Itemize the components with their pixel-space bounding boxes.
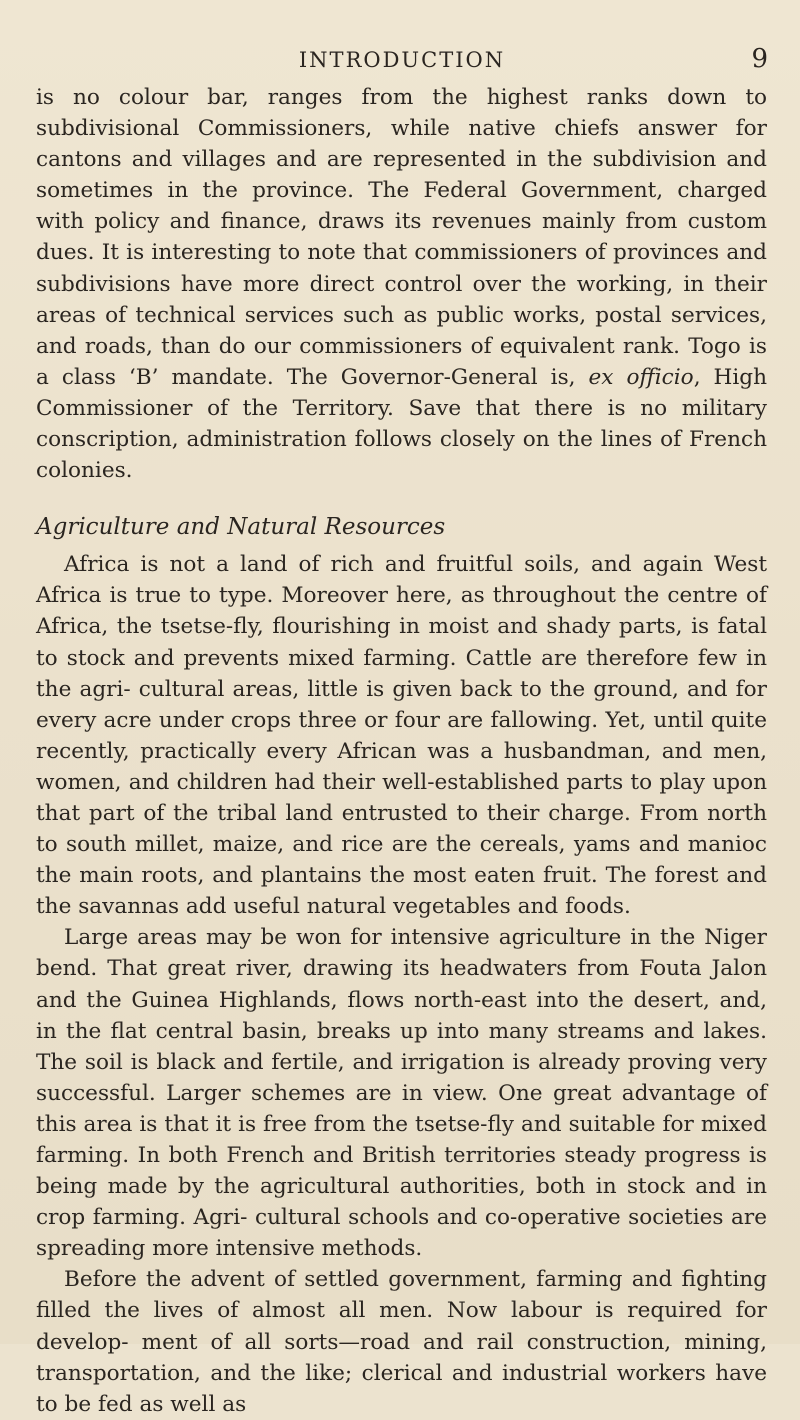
section-heading: Agriculture and Natural Resources — [36, 514, 446, 541]
page-number: 9 — [751, 44, 768, 74]
body-text — [36, 82, 767, 1420]
paragraph-continuation — [36, 82, 767, 486]
running-title: INTRODUCTION — [298, 48, 506, 72]
paragraph: Africa is not a land of rich and fruitful soils, and again West Africa is true to type. Moreover here, as throughout the centre of Africa, the tsetse-fly, flourishing in moist and shady parts, is fatal to stock and prevents mixed farming. Cattle are therefore few in the agri- cultural areas, little is given back to the ground, and for every acre under crops three or four are fallowing. Yet, until quite recently, practically every African was a husbandman, and men, women, and children had their well-established parts to play upon that part of the tribal land entrusted to their charge. From north to south millet, maize, and rice are the cereals, yams and manioc the main roots, and plantains the most eaten fruit. The forest and the savannas add useful natural vegetables and foods. — [36, 552, 767, 920]
paragraph: Before the advent of settled government, farming and fighting filled the lives of almost all men. Now labour is required for develop- ment of all sorts—road and rail construction, mining, transportation, and the like; clerical and industrial workers have to be fed as well as — [36, 1267, 767, 1417]
italic-phrase: ex officio — [588, 364, 694, 390]
paragraph-text: , High Commissioner of the Territory. Save that there is no military conscription, administration follows closely on the lines of French colonies. — [36, 364, 768, 484]
paragraph-text: is no colour bar, ranges from the highest ranks down to subdivisional Commissioners, while native chiefs answer for cantons and villages and are represented in the subdivision and sometimes in the province. The Federal Government, charged with policy and finance, draws its revenues mainly from custom dues. It is interesting to note that commissioners of provinces and subdivisions have more direct control over the working, in their areas of technical services such as public works, postal services, and roads, than do our commissioners of equivalent rank. Togo is a class ‘B’ mandate. The Governor-General is, — [36, 85, 767, 390]
running-header — [36, 42, 768, 82]
paragraph: Large areas may be won for intensive agriculture in the Niger bend. That great river, drawing its headwaters from Fouta Jalon and the Guinea Highlands, flows north-east into the desert, and, in the flat central basin, breaks up into many streams and lakes. The soil is black and fertile, and irrigation is already proving very successful. Larger schemes are in view. One great advantage of this area is that it is free from the tsetse-fly and suitable for mixed farming. In both French and British territories steady progress is being made by the agricultural authorities, both in stock and in crop farming. Agri- cultural schools and co-operative societies are spreading more intensive methods. — [36, 925, 767, 1262]
